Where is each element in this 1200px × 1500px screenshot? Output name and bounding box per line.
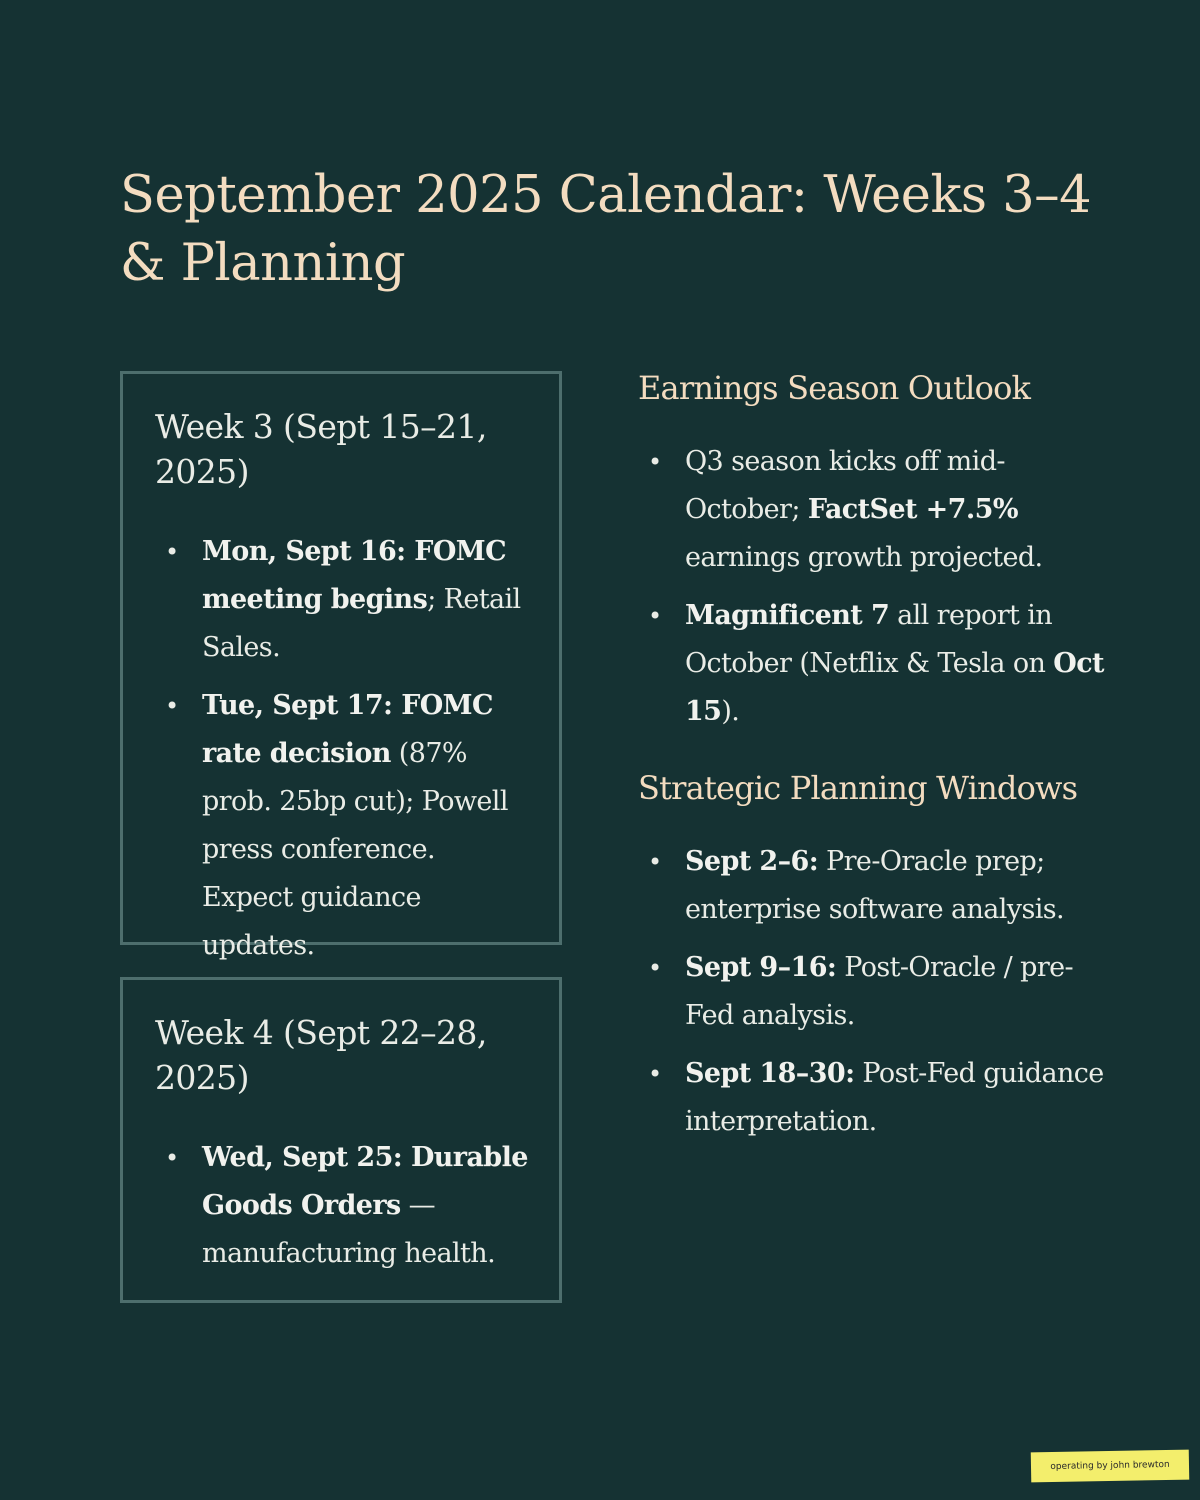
week-4-card [120, 977, 562, 1303]
list-item: • Magnificent 7 all report in October (Netflix & Tesla on Oct 15). [638, 592, 1108, 736]
list-item: • Sept 9–16: Post-Oracle / pre-Fed analysis. [638, 944, 1108, 1040]
week-3-list [155, 528, 529, 970]
week-3-heading: Week 3 (Sept 15–21, 2025) [155, 407, 487, 491]
list-item: • Q3 season kicks off mid-October; FactSet +7.5% earnings growth projected. [638, 438, 1108, 582]
week-4-list [155, 1134, 529, 1278]
week-3-card [120, 371, 562, 961]
planning-heading: Strategic Planning Windows [638, 769, 1078, 807]
author-badge: operating by john brewton [1031, 1450, 1189, 1483]
list-item: • Sept 18–30: Post-Fed guidance interpretation. [638, 1050, 1108, 1146]
earnings-heading: Earnings Season Outlook [638, 369, 1031, 407]
week-4-heading: Week 4 (Sept 22–28, 2025) [155, 1013, 487, 1097]
list-item: • Mon, Sept 16: FOMC meeting begins; Retail Sales. [155, 528, 529, 672]
list-item: • Sept 2–6: Pre-Oracle prep; enterprise software analysis. [638, 838, 1108, 934]
list-item: • Tue, Sept 17: FOMC rate decision (87% prob. 25bp cut); Powell press conference. Expect guidance updates. [155, 682, 529, 970]
planning-list [638, 838, 1108, 1156]
earnings-list [638, 438, 1108, 746]
list-item: • Wed, Sept 25: Durable Goods Orders — manufacturing health. [155, 1134, 529, 1278]
page-title: September 2025 Calendar: Weeks 3–4 & Planning [120, 166, 1092, 293]
